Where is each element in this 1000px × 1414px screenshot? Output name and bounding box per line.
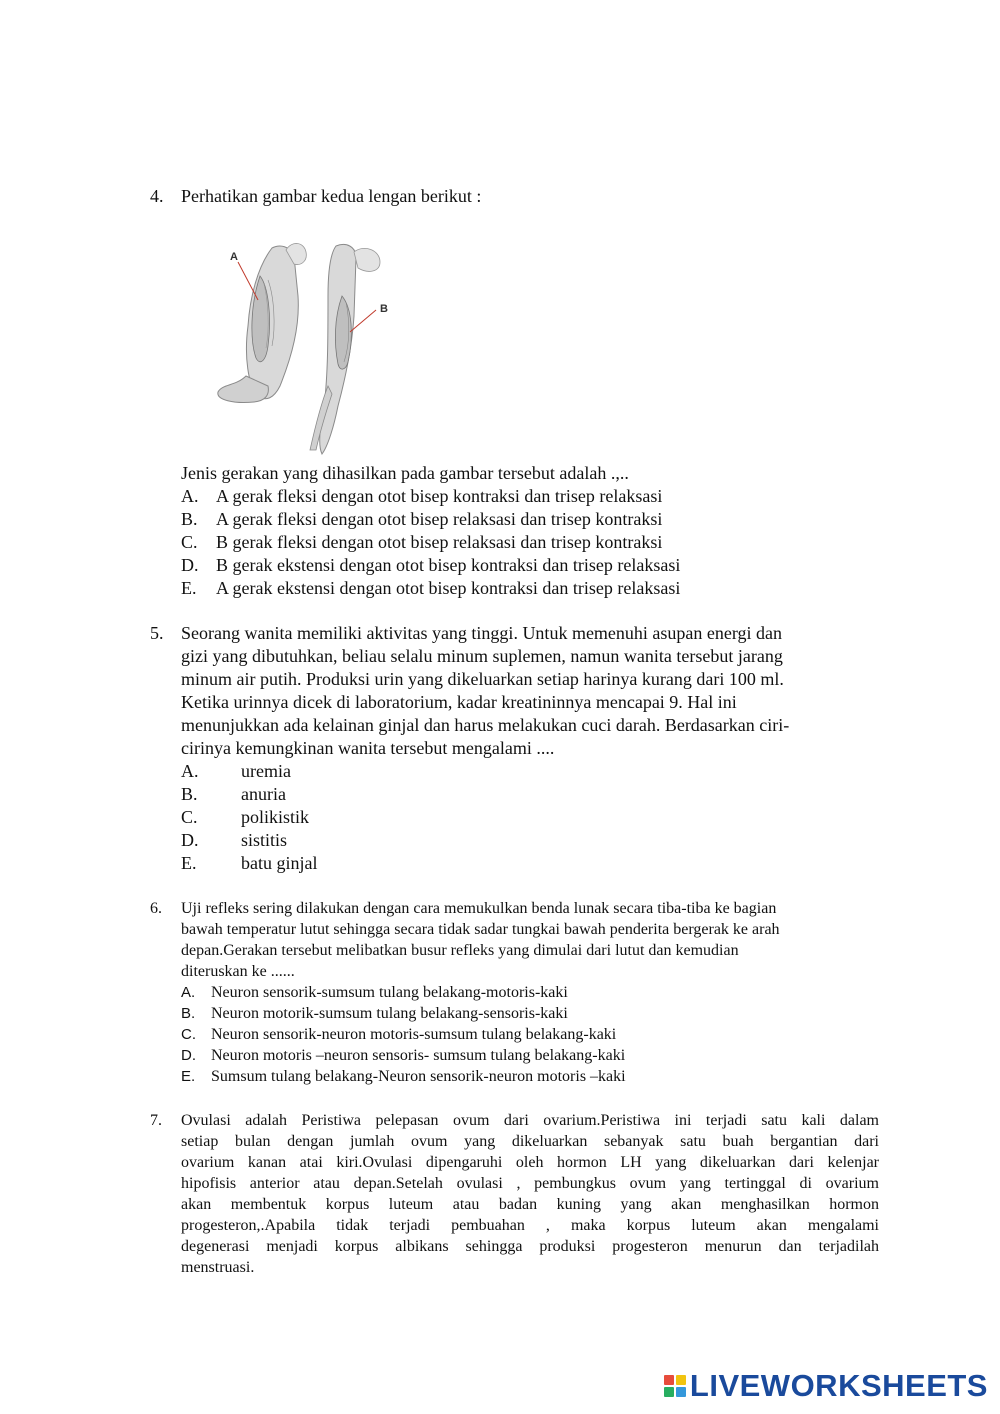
question-6 (150, 898, 890, 1087)
options-list (181, 760, 890, 875)
options-list (181, 485, 890, 600)
option-b[interactable]: B. A gerak fleksi dengan otot bisep relaksasi dan trisep kontraksi (181, 509, 663, 529)
option-b[interactable]: B. Neuron motorik-sumsum tulang belakang-sensoris-kaki (181, 1005, 568, 1022)
option-a[interactable]: A. uremia (181, 761, 291, 781)
question-number: 4. (150, 186, 164, 206)
question-5 (150, 622, 890, 875)
question-number: 6. (150, 900, 162, 917)
option-a[interactable]: A. Neuron sensorik-sumsum tulang belakang-motoris-kaki (181, 984, 568, 1001)
option-d[interactable]: D. B gerak ekstensi dengan otot bisep kontraksi dan trisep relaksasi (181, 555, 681, 575)
option-c[interactable]: C. Neuron sensorik-neuron motoris-sumsum tulang belakang-kaki (181, 1026, 617, 1043)
question-number: 7. (150, 1112, 162, 1129)
question-text: Jenis gerakan yang dihasilkan pada gambar tersebut adalah .,.. (181, 463, 629, 483)
option-e[interactable]: E. A gerak ekstensi dengan otot bisep kontraksi dan trisep relaksasi (181, 578, 681, 598)
options-list (181, 982, 890, 1087)
option-c[interactable]: C. polikistik (181, 807, 310, 827)
option-b[interactable]: B. anuria (181, 784, 286, 804)
question-number: 5. (150, 623, 164, 643)
question-prompt: Perhatikan gambar kedua lengan berikut : (181, 186, 482, 206)
pointer-a (238, 262, 258, 300)
option-c[interactable]: C. B gerak fleksi dengan otot bisep relaksasi dan trisep kontraksi (181, 532, 663, 552)
option-d[interactable]: D. Neuron motoris –neuron sensoris- sumsum tulang belakang-kaki (181, 1047, 626, 1064)
option-e[interactable]: E. Sumsum tulang belakang-Neuron sensorik-neuron motoris –kaki (181, 1068, 626, 1085)
option-d[interactable]: D. sistitis (181, 830, 288, 850)
question-4-body (150, 462, 890, 600)
arm-muscle-figure (210, 236, 390, 458)
option-e[interactable]: E. batu ginjal (181, 853, 318, 873)
option-a[interactable]: A. A gerak fleksi dengan otot bisep kontraksi dan trisep relaksasi (181, 486, 663, 506)
question-7 (150, 1110, 890, 1278)
logo-text: LIVEWORKSHEETS (689, 1368, 988, 1403)
figure-label-b: B (380, 303, 388, 315)
logo-icon (664, 1375, 686, 1397)
question-text: Uji refleks sering dilakukan dengan cara memukulkan benda lunak secara tiba-tiba ke bagian bawah temperatur lutut sehingga secara tidak sadar tungkai bawah penderita bergerak ke arah depan.Gerakan tersebut melibatkan busur refleks yang dimulai dari lutut dan kemudian diteruskan ke ...... (181, 900, 780, 980)
figure-label-a: A (230, 251, 238, 263)
question-text: Seorang wanita memiliki aktivitas yang tinggi. Untuk memenuhi asupan energi dan gizi yang dibutuhkan, beliau selalu minum suplemen, namun wanita tersebut jarang minum air putih. Produksi urin yang dikeluarkan setiap harinya kurang dari 100 ml. Ketika urinnya dicek di laboratorium, kadar kreatininnya mencapai 9. Hal ini menunjukkan ada kelainan ginjal dan harus melakukan cuci darah. Berdasarkan ciri- cirinya kemungkinan wanita tersebut mengalami .... (181, 623, 790, 758)
left-arm-illustration (218, 243, 306, 402)
question-text: Ovulasi adalah Peristiwa pelepasan ovum dari ovarium.Peristiwa ini terjadi satu kali dalam setiap bulan dengan jumlah ovum yang dikeluarkan sebanyak satu buah bergantian dari ovarium kanan atai kiri.Ovulasi dipengaruhi oleh hormon LH yang dikeluarkan dari kelenjar hipofisis anterior atau depan.Setelah ovulasi , pembungkus ovum yang tertinggal di ovarium akan membentuk korpus luteum atau badan kuning yang akan menghasilkan hormon progesteron,.Apabila tidak terjadi pembuahan , maka korpus luteum akan mengalami degenerasi menjadi korpus albikans sehingga produksi progesteron menurun dan terjadilah menstruasi. (181, 1112, 879, 1276)
liveworksheets-logo[interactable] (664, 1368, 988, 1404)
question-4 (150, 185, 890, 208)
right-arm-illustration (310, 245, 380, 455)
